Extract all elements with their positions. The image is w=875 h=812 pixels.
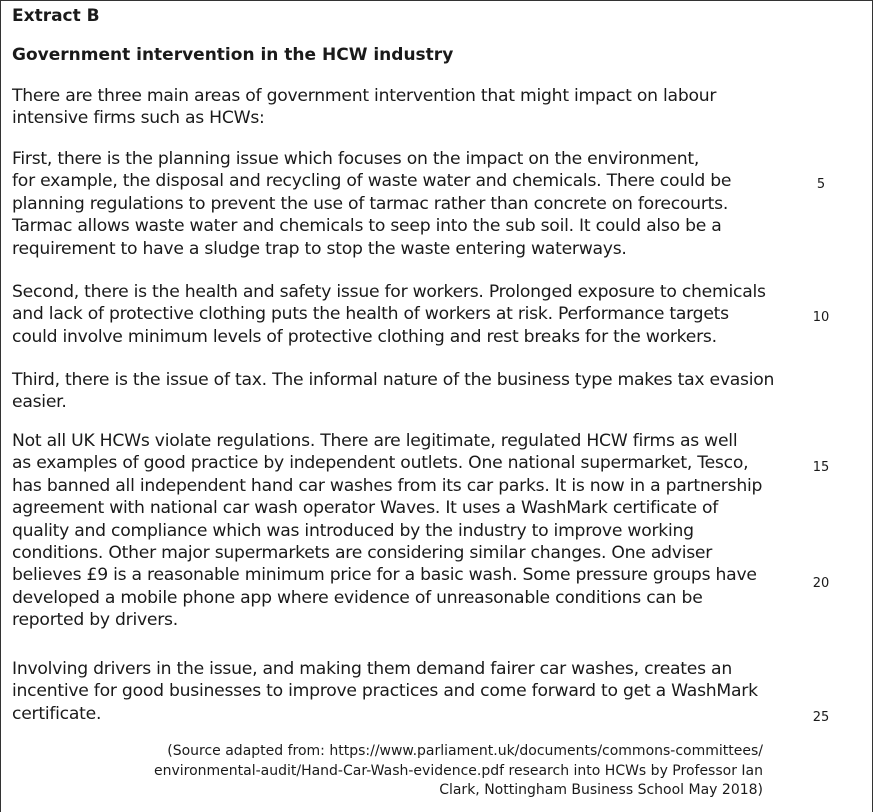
line-number: 20 <box>812 576 830 591</box>
extract-heading: Government intervention in the HCW industry <box>12 45 454 65</box>
source-line: environmental-audit/Hand-Car-Wash-evidence.pdf research into HCWs by Professor Ian <box>153 762 763 779</box>
paragraph-3 <box>12 281 792 348</box>
text-line: conditions. Other major supermarkets are considering similar changes. One adviser <box>12 543 713 564</box>
text-line: Tarmac allows waste water and chemicals to seep into the sub soil. It could also be a <box>12 216 722 237</box>
text-line: requirement to have a sludge trap to stop the waste entering waterways. <box>12 238 627 259</box>
paragraph-1 <box>12 85 792 130</box>
text-line: Second, there is the health and safety issue for workers. Prolonged exposure to chemicals <box>12 282 766 302</box>
paragraph-6 <box>12 658 792 725</box>
paragraph-4 <box>12 369 792 414</box>
text-line: believes £9 is a reasonable minimum price for a basic wash. Some pressure groups have <box>12 565 757 586</box>
text-line: reported by drivers. <box>12 610 178 631</box>
text-line: planning regulations to prevent the use of tarmac rather than concrete on forecourts. <box>12 193 729 214</box>
source-line: (Source adapted from: https://www.parliament.uk/documents/commons-committees/ <box>167 743 763 759</box>
source-citation <box>154 742 763 801</box>
text-line: Not all UK HCWs violate regulations. There are legitimate, regulated HCW firms as well <box>12 431 738 451</box>
line-number: 15 <box>812 460 830 475</box>
text-line: has banned all independent hand car washes from its car parks. It is now in a partnership <box>12 475 763 496</box>
text-line: and lack of protective clothing puts the health of workers at risk. Performance targets <box>12 304 729 325</box>
text-line: Involving drivers in the issue, and making them demand fairer car washes, creates an <box>12 659 732 679</box>
text-line: for example, the disposal and recycling of waste water and chemicals. There could be <box>12 171 732 192</box>
source-line: Clark, Nottingham Business School May 2018) <box>439 782 763 798</box>
text-line: certificate. <box>12 703 102 724</box>
line-number: 10 <box>812 310 830 325</box>
text-line: Third, there is the issue of tax. The informal nature of the business type makes tax evasion <box>12 370 775 390</box>
text-line: There are three main areas of government intervention that might impact on labour <box>12 86 717 106</box>
line-number: 25 <box>812 710 830 725</box>
text-line: intensive firms such as HCWs: <box>12 108 265 129</box>
paragraph-2 <box>12 148 792 260</box>
text-line: could involve minimum levels of protective clothing and rest breaks for the workers. <box>12 326 717 347</box>
text-line: First, there is the planning issue which focuses on the impact on the environment, <box>12 149 700 169</box>
text-line: easier. <box>12 392 67 413</box>
text-line: quality and compliance which was introduced by the industry to improve working <box>12 520 694 541</box>
text-line: incentive for good businesses to improve practices and come forward to get a WashMark <box>12 681 758 702</box>
text-line: developed a mobile phone app where evidence of unreasonable conditions can be <box>12 587 703 608</box>
paragraph-5 <box>12 430 792 632</box>
extract-label: Extract B <box>12 6 100 26</box>
text-line: as examples of good practice by independent outlets. One national supermarket, Tesco, <box>12 453 749 474</box>
line-number: 5 <box>816 177 826 192</box>
text-line: agreement with national car wash operator Waves. It uses a WashMark certificate of <box>12 498 719 519</box>
